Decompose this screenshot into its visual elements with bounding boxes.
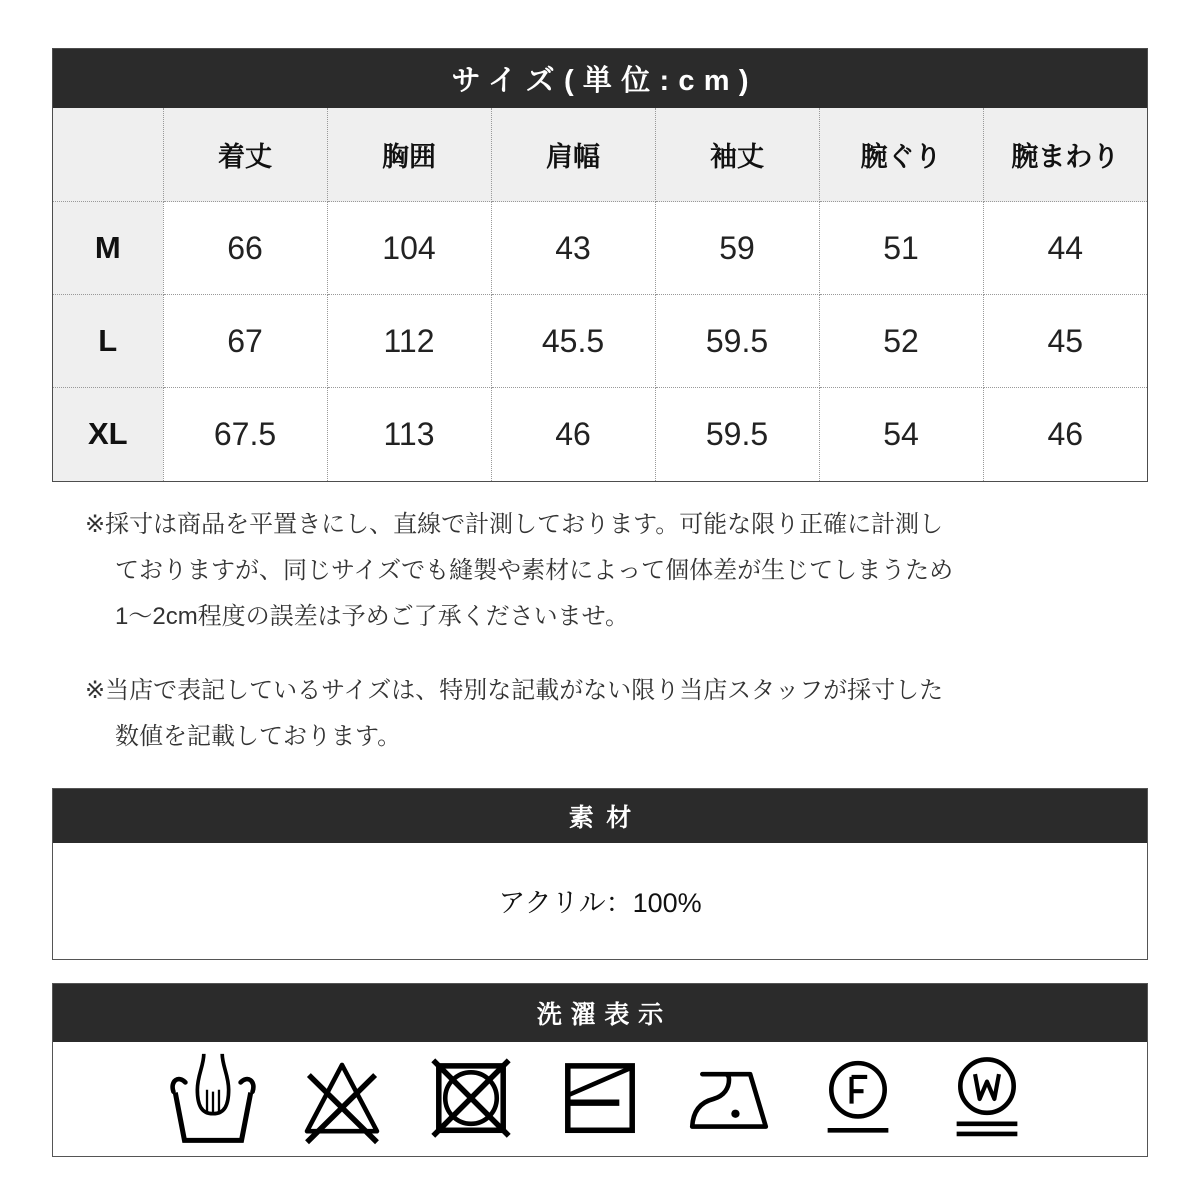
column-header-sleeve: 袖丈 [655, 108, 819, 202]
product-size-info [52, 0, 1148, 1157]
table-row-l [53, 295, 1147, 388]
size-cell: 45.5 [491, 295, 655, 388]
size-cell: 46 [491, 388, 655, 481]
size-label: XL [53, 388, 163, 481]
iron-low-heat-icon [683, 1050, 775, 1148]
size-cell: 67 [163, 295, 327, 388]
size-label: L [53, 295, 163, 388]
do-not-tumble-dry-icon [425, 1050, 517, 1148]
size-cell: 59.5 [655, 388, 819, 481]
do-not-bleach-icon [296, 1050, 388, 1148]
size-chart-title: サイズ(単位:cm) [53, 49, 1147, 108]
dry-clean-petroleum-icon [812, 1050, 904, 1148]
laundry-care-title: 洗濯表示 [53, 984, 1147, 1042]
measurement-notes [85, 502, 1090, 760]
size-table [53, 108, 1147, 481]
note-line: ※採寸は商品を平置きにし、直線で計測しております。可能な限り正確に計測し [85, 510, 944, 538]
note-line: 1〜2cm程度の誤差は予めご了承くださいませ。 [115, 602, 629, 630]
size-cell: 66 [163, 202, 327, 295]
column-header-armhole: 腕ぐり [819, 108, 983, 202]
size-cell: 44 [983, 202, 1147, 295]
material-section [52, 788, 1148, 960]
laundry-care-section [52, 983, 1148, 1157]
note-measurement-tolerance [85, 502, 1090, 640]
size-label: M [53, 202, 163, 295]
size-cell: 46 [983, 388, 1147, 481]
column-header-shoulder: 肩幅 [491, 108, 655, 202]
size-cell: 43 [491, 202, 655, 295]
size-table-corner-cell [53, 108, 163, 202]
wet-clean-gentle-icon [941, 1050, 1033, 1148]
note-line: 数値を記載しております。 [115, 722, 402, 750]
size-table-header-row [53, 108, 1147, 202]
laundry-symbols-row [53, 1042, 1147, 1156]
size-cell: 51 [819, 202, 983, 295]
size-cell: 45 [983, 295, 1147, 388]
size-cell: 59 [655, 202, 819, 295]
table-row-m [53, 202, 1147, 295]
size-chart-section [52, 48, 1148, 482]
table-row-xl [53, 388, 1147, 481]
size-cell: 67.5 [163, 388, 327, 481]
column-header-chest: 胸囲 [327, 108, 491, 202]
flat-dry-in-shade-icon [554, 1050, 646, 1148]
size-cell: 54 [819, 388, 983, 481]
material-title: 素材 [53, 789, 1147, 843]
material-value: アクリル：100% [498, 888, 702, 918]
note-line: ※当店で表記しているサイズは、特別な記載がない限り当店スタッフが採寸した [85, 676, 944, 704]
column-header-arm-circumference: 腕まわり [983, 108, 1147, 202]
size-cell: 52 [819, 295, 983, 388]
size-cell: 112 [327, 295, 491, 388]
hand-wash-icon [167, 1050, 259, 1148]
size-cell: 113 [327, 388, 491, 481]
note-line: ておりますが、同じサイズでも縫製や素材によって個体差が生じてしまうため [115, 556, 954, 584]
size-cell: 104 [327, 202, 491, 295]
size-cell: 59.5 [655, 295, 819, 388]
column-header-length: 着丈 [163, 108, 327, 202]
note-staff-measured [85, 668, 1090, 760]
